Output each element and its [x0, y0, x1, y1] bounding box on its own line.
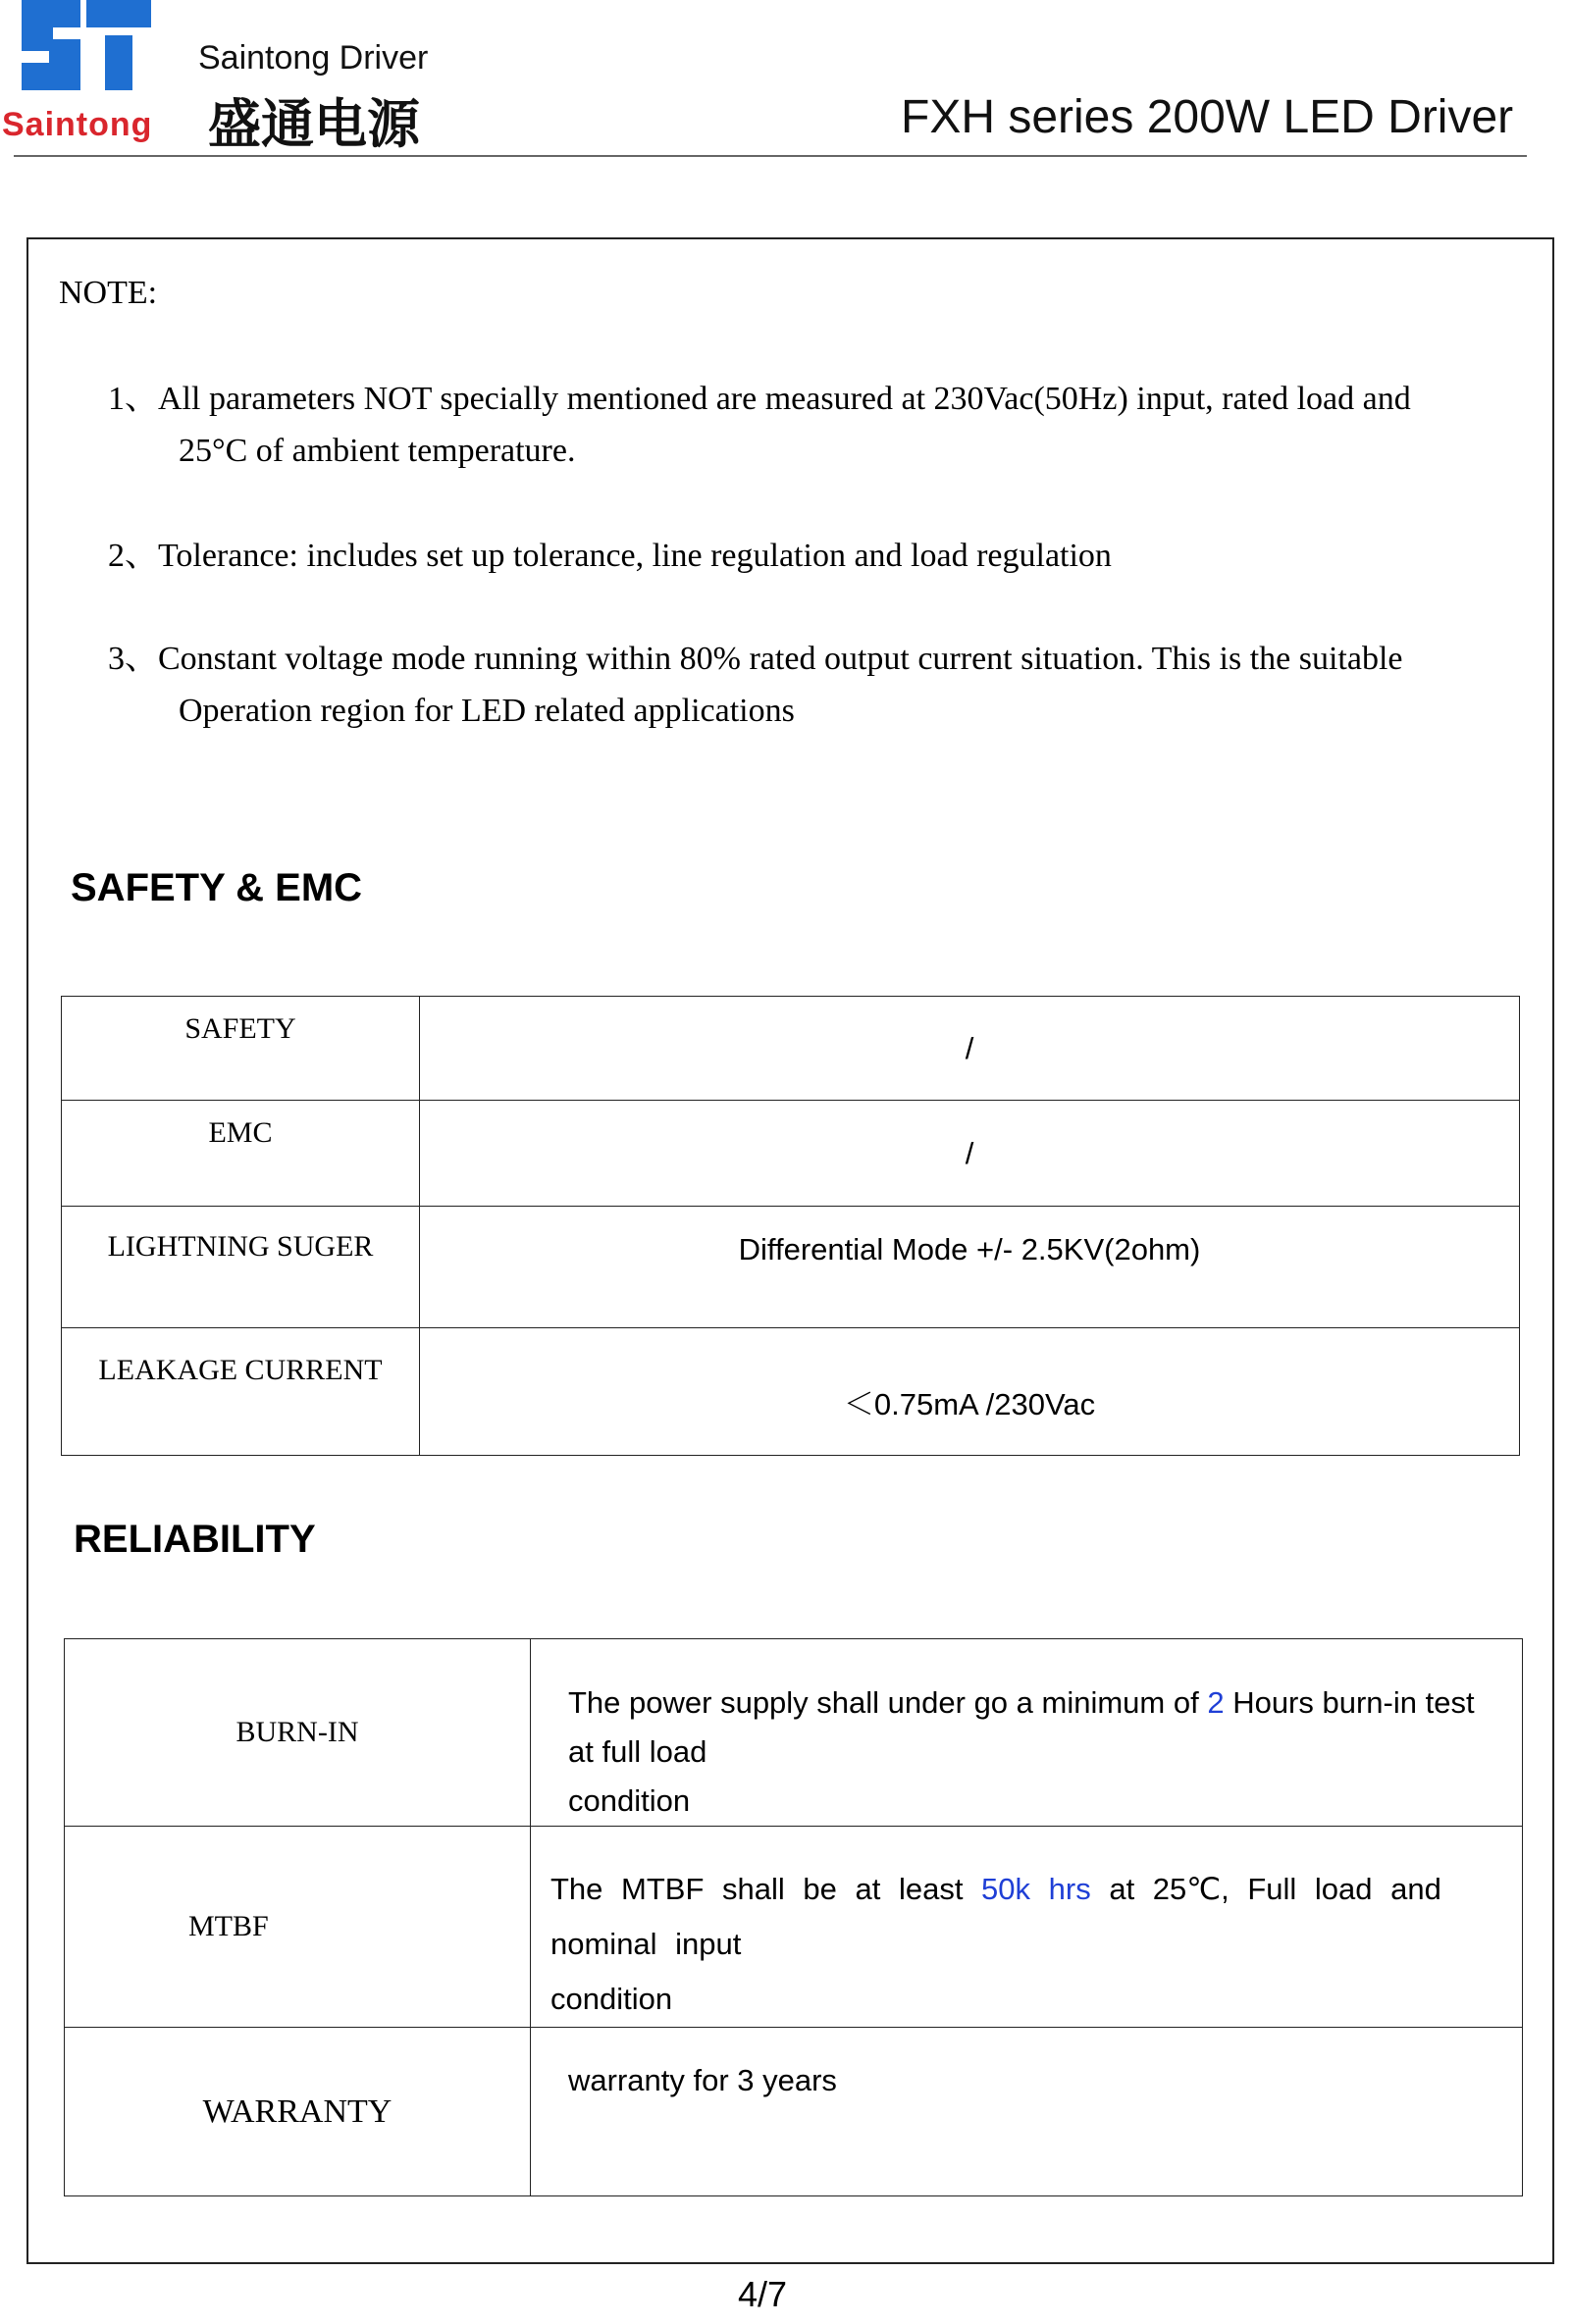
reliability-table: [64, 1638, 1523, 2196]
row-label: EMC: [62, 1101, 420, 1207]
table-row: [65, 1639, 1523, 1827]
row-value: warranty for 3 years: [531, 2028, 1523, 2196]
burn-in-text-end: Hours burn-in test at full load: [568, 1685, 1475, 1769]
logo-wordmark: Saintong: [2, 106, 153, 143]
table-row: [65, 2028, 1523, 2196]
mtbf-text-continuation: condition: [550, 1982, 673, 2016]
note-item: [108, 633, 1501, 737]
mtbf-text-end: at 25℃, Full load and nominal input: [550, 1872, 1441, 1961]
document-title: FXH series 200W LED Driver: [901, 91, 1514, 143]
mtbf-text: The MTBF shall be at least: [550, 1872, 982, 1906]
page-number: 4/7: [738, 2274, 788, 2314]
note-text-continuation: 25°C of ambient temperature.: [179, 433, 576, 469]
saintong-logo: [14, 0, 151, 98]
row-label: MTBF: [65, 1827, 531, 2028]
burn-in-hours: 2: [1207, 1685, 1225, 1720]
row-label: BURN-IN: [65, 1639, 531, 1827]
header-divider: [14, 155, 1527, 157]
table-row: [62, 1101, 1520, 1207]
table-row: [62, 1207, 1520, 1328]
row-value: /: [420, 997, 1520, 1101]
note-title: NOTE:: [59, 275, 158, 311]
note-text: Tolerance: includes set up tolerance, line regulation and load regulation: [158, 538, 1112, 574]
note-text-continuation: Operation region for LED related applications: [179, 693, 795, 729]
row-value: /: [420, 1101, 1520, 1207]
note-text: All parameters NOT specially mentioned are measured at 230Vac(50Hz) input, rated load and: [158, 381, 1411, 417]
company-name-en: Saintong Driver: [198, 39, 429, 77]
burn-in-text: The power supply shall under go a minimum of: [568, 1685, 1208, 1720]
note-number: 2、: [108, 538, 158, 574]
row-label: LIGHTNING SUGER: [62, 1207, 420, 1328]
table-row: [65, 1827, 1523, 2028]
burn-in-text-continuation: condition: [568, 1783, 691, 1818]
section-heading-safety-emc: SAFETY & EMC: [71, 866, 363, 909]
table-row: [62, 1328, 1520, 1456]
note-number: 3、: [108, 641, 158, 677]
safety-emc-table: [61, 996, 1520, 1456]
row-value: Differential Mode +/- 2.5KV(2ohm): [420, 1207, 1520, 1328]
note-item: [108, 530, 1501, 582]
section-heading-reliability: RELIABILITY: [74, 1518, 316, 1561]
table-row: [62, 997, 1520, 1101]
row-label: SAFETY: [62, 997, 420, 1101]
company-name-cn: 盛通电源: [208, 93, 420, 155]
row-label: LEAKAGE CURRENT: [62, 1328, 420, 1456]
row-label: WARRANTY: [65, 2028, 531, 2196]
row-value: [531, 1827, 1523, 2028]
note-item: [108, 373, 1501, 477]
row-value: ＜0.75mA /230Vac: [420, 1328, 1520, 1456]
mtbf-value: 50k hrs: [981, 1872, 1091, 1906]
row-value: [531, 1639, 1523, 1827]
note-text: Constant voltage mode running within 80% rated output current situation. This is the suitable: [158, 641, 1403, 677]
note-number: 1、: [108, 381, 158, 417]
